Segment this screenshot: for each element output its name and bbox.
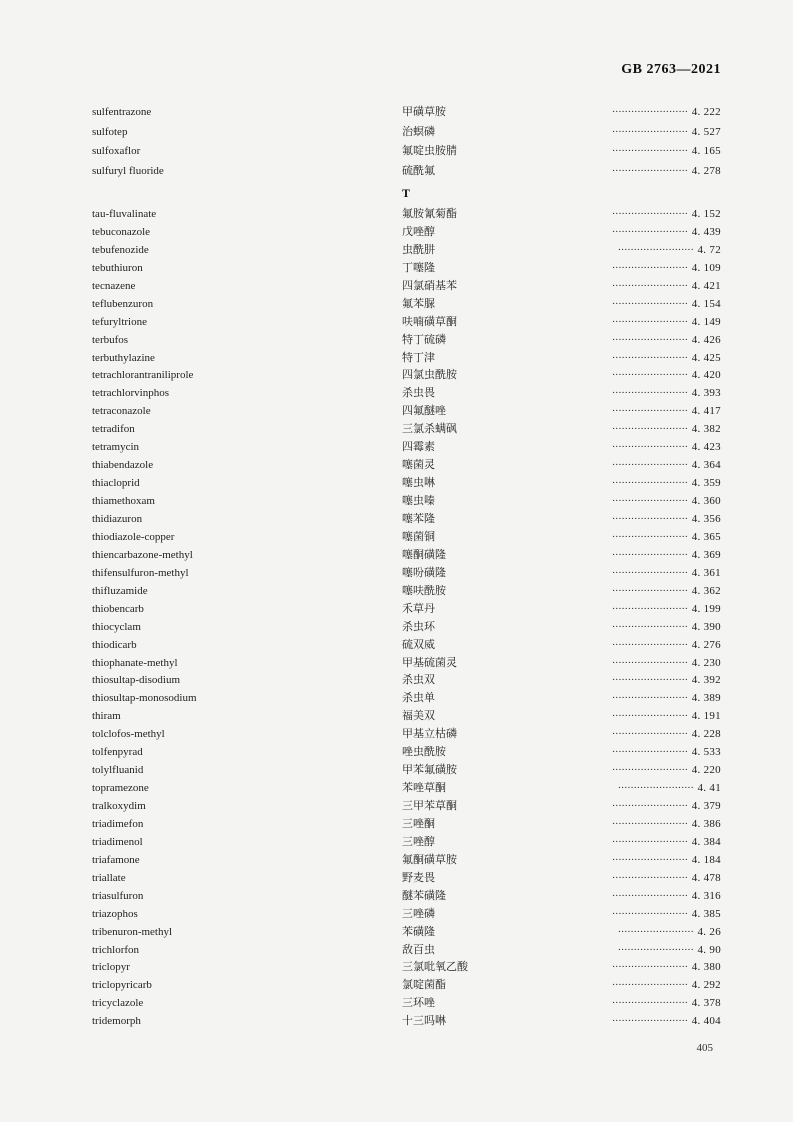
index-entry: [0, 259, 793, 277]
chinese-name: 甲基立枯磷: [402, 727, 457, 740]
index-entry: [0, 384, 793, 402]
english-name: tau-fluvalinate: [92, 208, 157, 220]
page-number: 405: [696, 1042, 713, 1054]
english-name: thiodicarb: [92, 639, 137, 651]
english-name: teflubenzuron: [92, 298, 154, 310]
index-entry: [0, 797, 793, 815]
section-reference: ····· 4. 393: [612, 384, 721, 402]
chinese-name: 苯唑草酮: [402, 781, 446, 794]
chinese-name: 噻酮磺隆: [402, 548, 446, 561]
index-entry: [0, 833, 793, 851]
chinese-name: 三唑酮: [402, 817, 435, 830]
english-name: triadimefon: [92, 818, 144, 830]
english-name: tetrachlorantraniliprole: [92, 369, 194, 381]
chinese-name: 噻虫啉: [402, 476, 435, 489]
english-name: tecnazene: [92, 280, 136, 292]
section-reference: ····· 4. 533: [612, 743, 721, 761]
section-reference: ····· 4. 404: [612, 1012, 721, 1030]
section-reference: ····· 4. 389: [612, 689, 721, 707]
chinese-name: 敌百虫: [402, 943, 435, 956]
index-entry: [0, 707, 793, 725]
english-name: trichlorfon: [92, 944, 140, 956]
chinese-name: 杀虫单: [402, 691, 435, 704]
index-entry: [0, 510, 793, 528]
index-entry: [0, 564, 793, 582]
chinese-name: 三甲苯草酮: [402, 799, 457, 812]
section-reference: ····· 4. 423: [612, 438, 721, 456]
english-name: tolylfluanid: [92, 764, 144, 776]
index-entry: [0, 528, 793, 546]
english-name: triclopyr: [92, 961, 130, 973]
chinese-name: 杀虫双: [402, 673, 435, 686]
index-entry: [0, 743, 793, 761]
section-reference: ····· 4. 378: [612, 994, 721, 1012]
chinese-name: 治螟磷: [402, 125, 435, 138]
section-reference: ····· 4. 109: [612, 259, 721, 277]
index-entry: [0, 103, 793, 121]
english-name: thiobencarb: [92, 603, 144, 615]
english-name: triasulfuron: [92, 890, 144, 902]
index-entry: [0, 689, 793, 707]
chinese-name: 戊唑醇: [402, 225, 435, 238]
section-reference: ····· 4. 278: [612, 162, 721, 180]
chinese-name: 三环唑: [402, 996, 435, 1009]
english-name: sulfoxaflor: [92, 145, 141, 157]
index-entry: [0, 618, 793, 636]
english-name: tolfenpyrad: [92, 746, 143, 758]
section-reference: ····· 4. 276: [612, 636, 721, 654]
section-reference: ····· 4. 426: [612, 331, 721, 349]
english-name: tribenuron-methyl: [92, 926, 173, 938]
chinese-name: 氟啶虫胺腈: [402, 144, 457, 157]
chinese-name: 噻呋酰胺: [402, 584, 446, 597]
section-reference: ····· 4. 191: [612, 707, 721, 725]
chinese-name: 甲磺草胺: [402, 105, 446, 118]
index-entry: [0, 654, 793, 672]
index-entry: [0, 366, 793, 384]
chinese-name: 三唑磷: [402, 907, 435, 920]
index-entry: [0, 941, 793, 959]
section-reference: ····· 4. 222: [612, 103, 721, 121]
index-entry: [0, 761, 793, 779]
chinese-name: 十三吗啉: [402, 1014, 446, 1027]
index-entry: [0, 142, 793, 160]
english-name: sulfotep: [92, 126, 128, 138]
english-name: triclopyricarb: [92, 979, 152, 991]
index-entry: [0, 402, 793, 420]
index-entry: [0, 725, 793, 743]
english-name: triadimenol: [92, 836, 143, 848]
section-reference: ····· 4. 421: [612, 277, 721, 295]
chinese-name: 福美双: [402, 709, 435, 722]
chinese-name: 四氯硝基苯: [402, 279, 457, 292]
chinese-name: 杀虫环: [402, 620, 435, 633]
index-entry: [0, 295, 793, 313]
index-entry: [0, 241, 793, 259]
english-name: tebuconazole: [92, 226, 151, 238]
chinese-name: 噻吩磺隆: [402, 566, 446, 579]
english-name: tridemorph: [92, 1015, 141, 1027]
index-entry: [0, 671, 793, 689]
section-reference: ····· 4. 382: [612, 420, 721, 438]
section-reference: ····· 4. 417: [612, 402, 721, 420]
index-entry: [0, 779, 793, 797]
index-entry: [0, 869, 793, 887]
chinese-name: 硫酰氟: [402, 164, 435, 177]
chinese-name: 苯磺隆: [402, 925, 435, 938]
index-entry: [0, 123, 793, 141]
section-reference: ····· 4. 316: [612, 887, 721, 905]
chinese-name: 丁噻隆: [402, 261, 435, 274]
chinese-name: 杀虫畏: [402, 386, 435, 399]
section-reference: ····· 4. 359: [612, 474, 721, 492]
english-name: thiamethoxam: [92, 495, 155, 507]
english-name: tetradifon: [92, 423, 135, 435]
english-name: triafamone: [92, 854, 140, 866]
index-entry: [0, 420, 793, 438]
section-reference: ····· 4. 154: [612, 295, 721, 313]
section-reference: ····· 4. 425: [612, 349, 721, 367]
section-reference: ····· 4. 230: [612, 654, 721, 672]
chinese-name: 噻苯隆: [402, 512, 435, 525]
index-entry: [0, 815, 793, 833]
chinese-name: 硫双威: [402, 638, 435, 651]
index-entry: [0, 1012, 793, 1030]
english-name: thidiazuron: [92, 513, 143, 525]
english-name: thiosultap-monosodium: [92, 692, 197, 704]
section-reference: ····· 4. 384: [612, 833, 721, 851]
index-entry: [0, 474, 793, 492]
section-reference: ····· 4. 386: [612, 815, 721, 833]
section-reference: ····· 4. 364: [612, 456, 721, 474]
chinese-name: 甲基硫菌灵: [402, 656, 457, 669]
english-name: thiocyclam: [92, 621, 141, 633]
chinese-name: 禾草丹: [402, 602, 435, 615]
section-reference: ····· 4. 360: [612, 492, 721, 510]
index-entry: [0, 349, 793, 367]
english-name: sulfuryl fluoride: [92, 165, 164, 177]
chinese-name: 三氯杀螨砜: [402, 422, 457, 435]
index-entry: [0, 205, 793, 223]
english-name: thifluzamide: [92, 585, 148, 597]
section-letter-heading: T: [402, 186, 411, 200]
chinese-name: 氟苯脲: [402, 297, 435, 310]
english-name: thiabendazole: [92, 459, 154, 471]
index-entry: [0, 994, 793, 1012]
section-reference: ····· 4. 149: [612, 313, 721, 331]
section-reference: ····· 4. 72: [618, 241, 721, 259]
index-entry: [0, 976, 793, 994]
chinese-name: 氯啶菌酯: [402, 978, 446, 991]
index-entry: [0, 313, 793, 331]
chinese-name: 野麦畏: [402, 871, 435, 884]
index-entry: [0, 277, 793, 295]
chinese-name: 噻虫嗪: [402, 494, 435, 507]
section-reference: ····· 4. 369: [612, 546, 721, 564]
english-name: triazophos: [92, 908, 138, 920]
chinese-name: 呋喃磺草酮: [402, 315, 457, 328]
english-name: topramezone: [92, 782, 149, 794]
english-name: tricyclazole: [92, 997, 144, 1009]
section-reference: ····· 4. 184: [612, 851, 721, 869]
section-reference: ····· 4. 380: [612, 958, 721, 976]
chinese-name: 氟酮磺草胺: [402, 853, 457, 866]
index-entry: [0, 636, 793, 654]
section-reference: ····· 4. 220: [612, 761, 721, 779]
english-name: thifensulfuron-methyl: [92, 567, 189, 579]
index-entry: [0, 905, 793, 923]
index-entry: [0, 438, 793, 456]
chinese-name: 噻菌灵: [402, 458, 435, 471]
english-name: triallate: [92, 872, 126, 884]
chinese-name: 四氟醚唑: [402, 404, 446, 417]
english-name: thiencarbazone-methyl: [92, 549, 193, 561]
section-reference: ····· 4. 41: [618, 779, 721, 797]
english-name: thiosultap-disodium: [92, 674, 180, 686]
english-name: terbufos: [92, 334, 129, 346]
chinese-name: 四霉素: [402, 440, 435, 453]
section-reference: ····· 4. 361: [612, 564, 721, 582]
english-name: terbuthylazine: [92, 352, 155, 364]
chinese-name: 三氯吡氧乙酸: [402, 960, 468, 973]
section-reference: ····· 4. 90: [618, 941, 721, 959]
index-entry: [0, 546, 793, 564]
chinese-name: 醚苯磺隆: [402, 889, 446, 902]
english-name: thiram: [92, 710, 121, 722]
chinese-name: 甲苯氟磺胺: [402, 763, 457, 776]
standard-code-header: GB 2763—2021: [621, 62, 721, 77]
section-reference: ····· 4. 292: [612, 976, 721, 994]
chinese-name: 虫酰肼: [402, 243, 435, 256]
english-name: tebuthiuron: [92, 262, 143, 274]
section-reference: ····· 4. 379: [612, 797, 721, 815]
english-name: thiacloprid: [92, 477, 140, 489]
english-name: tolclofos-methyl: [92, 728, 165, 740]
section-reference: ····· 4. 362: [612, 582, 721, 600]
index-entry: [0, 600, 793, 618]
english-name: sulfentrazone: [92, 106, 152, 118]
index-entry: [0, 851, 793, 869]
chinese-name: 特丁硫磷: [402, 333, 446, 346]
section-reference: ····· 4. 199: [612, 600, 721, 618]
index-entry: [0, 162, 793, 180]
index-entry: [0, 456, 793, 474]
english-name: tetrachlorvinphos: [92, 387, 169, 399]
section-reference: ····· 4. 439: [612, 223, 721, 241]
index-entry: [0, 582, 793, 600]
index-entry: [0, 223, 793, 241]
english-name: thiophanate-methyl: [92, 657, 178, 669]
index-entry: [0, 958, 793, 976]
section-reference: ····· 4. 365: [612, 528, 721, 546]
chinese-name: 四氯虫酰胺: [402, 368, 457, 381]
english-name: tralkoxydim: [92, 800, 146, 812]
index-entry: [0, 492, 793, 510]
section-reference: ····· 4. 26: [618, 923, 721, 941]
english-name: tetramycin: [92, 441, 140, 453]
section-reference: ····· 4. 420: [612, 366, 721, 384]
index-entry: [0, 923, 793, 941]
section-reference: ····· 4. 228: [612, 725, 721, 743]
english-name: tefuryltrione: [92, 316, 147, 328]
english-name: tebufenozide: [92, 244, 149, 256]
section-reference: ····· 4. 392: [612, 671, 721, 689]
section-reference: ····· 4. 385: [612, 905, 721, 923]
section-reference: ····· 4. 478: [612, 869, 721, 887]
index-entry: [0, 331, 793, 349]
index-entry: [0, 887, 793, 905]
section-reference: ····· 4. 390: [612, 618, 721, 636]
chinese-name: 噻菌铜: [402, 530, 435, 543]
section-reference: ····· 4. 356: [612, 510, 721, 528]
english-name: tetraconazole: [92, 405, 151, 417]
chinese-name: 氟胺氰菊酯: [402, 207, 457, 220]
section-reference: ····· 4. 165: [612, 142, 721, 160]
section-reference: ····· 4. 152: [612, 205, 721, 223]
chinese-name: 三唑醇: [402, 835, 435, 848]
english-name: thiodiazole-copper: [92, 531, 175, 543]
chinese-name: 特丁津: [402, 351, 435, 364]
section-reference: ····· 4. 527: [612, 123, 721, 141]
chinese-name: 唑虫酰胺: [402, 745, 446, 758]
